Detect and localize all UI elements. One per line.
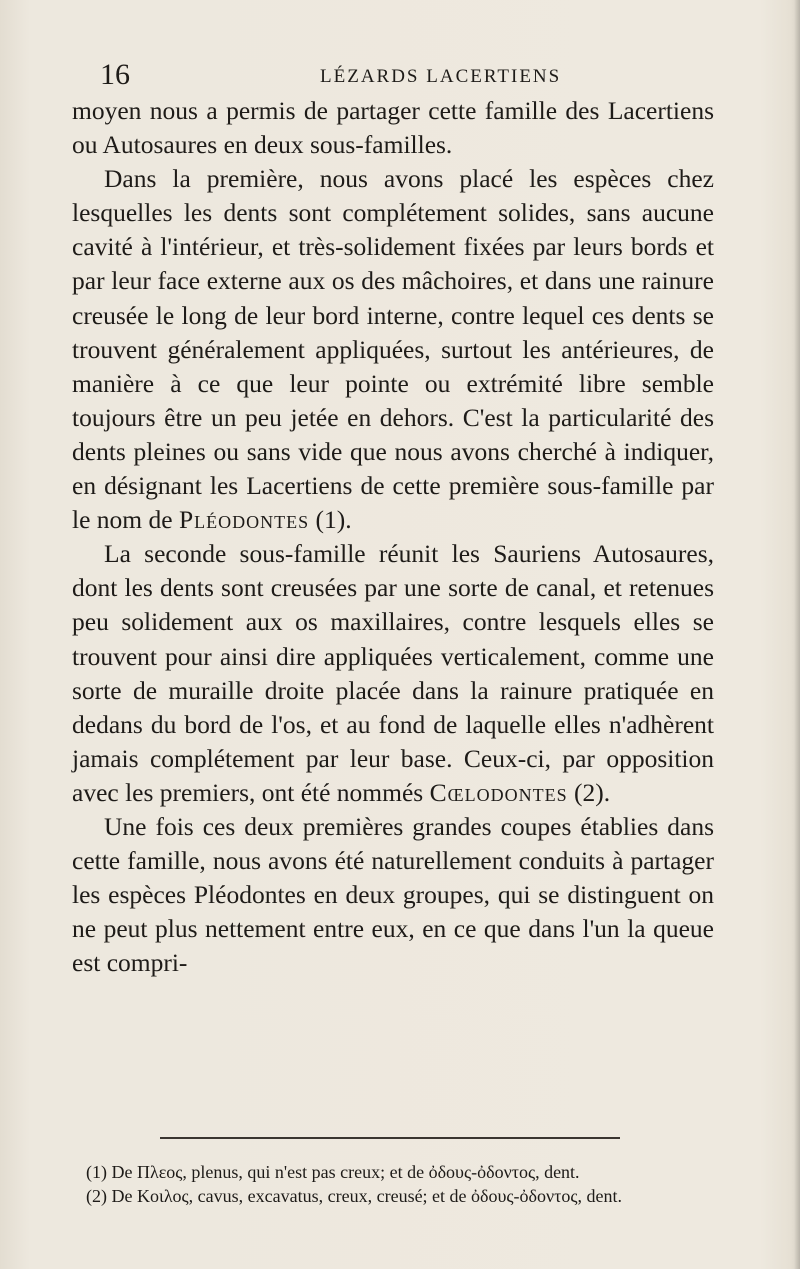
- footnote: (1) De Πλεος, plenus, qui n'est pas creux; et de ὀδους-ὀδοντος, dent.: [86, 1162, 580, 1182]
- paragraph: La seconde sous-famille réunit les Sauriens Autosaures, dont les dents sont creusées par une sorte de canal, et retenues peu solidement aux os maxillaires, contre lesquels elles se trouvent pour ainsi dire appliquées verticalement, comme une sorte de muraille droite placée dans la rainure pratiquée en dedans du bord de l'os, et au fond de laquelle elles n'adhèrent jamais complétement par leur base. Ceux-ci, par opposition avec les premiers, ont été nommés Cœlodontes (2).: [72, 539, 714, 807]
- paragraph: Dans la première, nous avons placé les espèces chez lesquelles les dents sont complétement solides, sans aucune cavité à l'intérieur, et très-solidement fixées par leurs bords et par leur face externe aux os des mâchoires, et dans une rainure creusée le long de leur bord interne, contre lequel ces dents se trouvent généralement appliquées, surtout les antérieures, de manière à ce que leur pointe ou extrémité libre semble toujours être un peu jetée en dehors. C'est la particularité des dents pleines ou sans vide que nous avons cherché à indiquer, en désignant les Lacertiens de cette première sous-famille par le nom de Pléodontes (1).: [72, 164, 714, 535]
- page-header: [100, 58, 740, 94]
- body-text: [72, 94, 714, 980]
- paragraph: Une fois ces deux premières grandes coupes établies dans cette famille, nous avons été naturellement conduits à partager les espèces Pléodontes en deux groupes, qui se distinguent on ne peut plus nettement entre eux, en ce que dans l'un la queue est compri-: [72, 811, 714, 978]
- term-coelodontes: Cœlodontes: [429, 777, 568, 807]
- page-number: 16: [100, 58, 130, 91]
- footnotes: [86, 1160, 716, 1208]
- footnote-rule: [160, 1137, 620, 1139]
- running-head: LÉZARDS LACERTIENS: [320, 66, 562, 87]
- footnote: (2) De Κοιλος, cavus, excavatus, creux, creusé; et de ὀδους-ὀδοντος, dent.: [86, 1186, 623, 1206]
- paragraph: moyen nous a permis de partager cette famille des Lacertiens ou Autosaures en deux sous-familles.: [72, 96, 714, 160]
- term-pleodontes: Pléodontes: [178, 505, 310, 535]
- page-edge-shadow: [794, 0, 800, 1269]
